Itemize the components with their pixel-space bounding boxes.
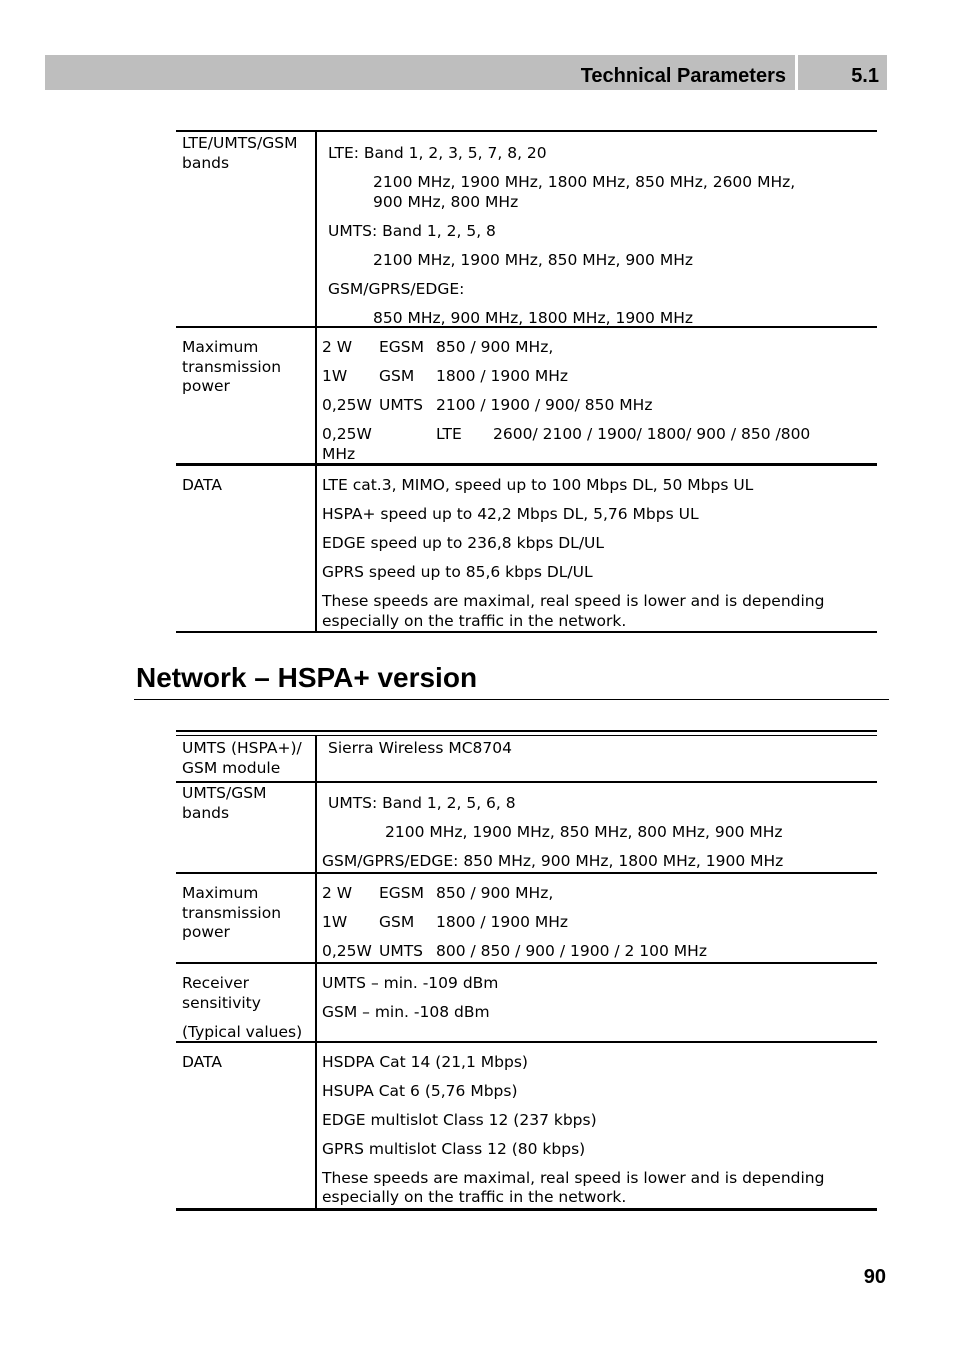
header-divider	[795, 55, 798, 90]
umts-frequencies: 2100 MHz, 1900 MHz, 850 MHz, 900 MHz	[373, 250, 693, 269]
power-tech: GSM	[379, 367, 415, 385]
table-row-sensitivity	[176, 964, 877, 1043]
row-label-data	[176, 466, 317, 631]
label-line: bands	[182, 803, 230, 822]
label-line: (Typical values)	[182, 1022, 303, 1041]
data-line: HSDPA Cat 14 (21,1 Mbps)	[322, 1053, 528, 1071]
data-line: EDGE multislot Class 12 (237 kbps)	[322, 1110, 597, 1129]
module-name: Sierra Wireless MC8704	[328, 739, 513, 757]
label-line: power	[182, 923, 230, 941]
power-content	[317, 328, 877, 463]
power-freq: 850 / 900 MHz,	[436, 884, 554, 902]
row-label-module	[176, 736, 317, 781]
data-line: HSPA+ speed up to 42,2 Mbps DL, 5,76 Mbps UL	[322, 505, 699, 523]
power-tech: EGSM	[379, 338, 425, 356]
table-row-data	[176, 1043, 877, 1211]
header-title: Technical Parameters	[580, 65, 786, 87]
sensitivity-content	[317, 964, 877, 1041]
lte-frequencies: 2100 MHz, 1900 MHz, 1800 MHz, 850 MHz, 2600 MHz,	[373, 173, 796, 191]
label-line: GSM module	[182, 758, 281, 777]
data-content	[317, 466, 877, 631]
power-freq: 800 / 850 / 900 / 1900 / 2 100 MHz	[436, 942, 707, 960]
section-title: Network – HSPA+ version	[136, 662, 478, 693]
power-freq: 2600/ 2100 / 1900/ 1800/ 900 / 850 /800	[493, 425, 811, 443]
gsm-bands: GSM/GPRS/EDGE: 850 MHz, 900 MHz, 1800 MHz, 1900 MHz	[322, 852, 784, 870]
data-line: LTE cat.3, MIMO, speed up to 100 Mbps DL, 50 Mbps UL	[322, 476, 754, 494]
data-note: especially on the traffic in the network.	[322, 1188, 627, 1206]
power-freq: 2100 / 1900 / 900/ 850 MHz	[436, 396, 653, 414]
lte-spec-table	[176, 130, 877, 633]
umts-bands: UMTS: Band 1, 2, 5, 8	[328, 221, 496, 240]
power-tech: LTE	[436, 425, 462, 443]
data-line: HSUPA Cat 6 (5,76 Mbps)	[322, 1081, 518, 1100]
row-label-data	[176, 1043, 317, 1208]
label-line: sensitivity	[182, 993, 261, 1012]
power-freq: 1800 / 1900 MHz	[436, 367, 569, 385]
row-label-power	[176, 874, 317, 962]
lte-bands: LTE: Band 1, 2, 3, 5, 7, 8, 20	[328, 144, 547, 162]
label-line: Maximum	[182, 338, 259, 356]
power-value: 2 W	[322, 338, 353, 356]
power-tech: UMTS	[379, 942, 424, 960]
power-freq: 850 / 900 MHz,	[436, 338, 554, 356]
data-note: These speeds are maximal, real speed is lower and is depending	[322, 592, 825, 610]
label-line: transmission	[182, 357, 282, 376]
gsm-frequencies: 850 MHz, 900 MHz, 1800 MHz, 1900 MHz	[373, 308, 693, 327]
gsm-bands: GSM/GPRS/EDGE:	[328, 279, 465, 298]
power-tech: UMTS	[379, 396, 424, 414]
power-value: 0,25W	[322, 396, 372, 414]
table-row-bands	[176, 783, 877, 874]
label-line: UMTS (HSPA+)/	[182, 739, 302, 757]
label-line: UMTS/GSM	[182, 784, 267, 802]
power-value: 1W	[322, 367, 348, 385]
umts-bands: UMTS: Band 1, 2, 5, 6, 8	[328, 794, 516, 812]
data-note: especially on the traffic in the network.	[322, 611, 627, 630]
power-tech: EGSM	[379, 884, 425, 902]
umts-frequencies: 2100 MHz, 1900 MHz, 850 MHz, 800 MHz, 900 MHz	[385, 823, 783, 841]
data-note: These speeds are maximal, real speed is lower and is depending	[322, 1168, 825, 1187]
power-value: 2 W	[322, 884, 353, 902]
label-line: DATA	[182, 476, 222, 494]
table-row-bands	[176, 132, 877, 328]
module-content	[317, 736, 877, 781]
bands-content	[317, 132, 877, 326]
power-value: 0,25W	[322, 942, 372, 960]
label-line: Maximum	[182, 884, 259, 902]
hspa-spec-table	[176, 730, 877, 1211]
header-section-number: 5.1	[851, 65, 879, 87]
row-label-bands	[176, 132, 317, 326]
label-line: DATA	[182, 1053, 222, 1071]
table-row-data	[176, 466, 877, 633]
power-content	[317, 874, 877, 962]
data-line: EDGE speed up to 236,8 kbps DL/UL	[322, 534, 605, 552]
row-label-bands	[176, 783, 317, 872]
data-line: GPRS multislot Class 12 (80 kbps)	[322, 1139, 586, 1158]
sensitivity-line: UMTS – min. -109 dBm	[322, 974, 499, 992]
power-value: 0,25W	[322, 425, 372, 443]
lte-frequencies: 900 MHz, 800 MHz	[373, 192, 519, 211]
label-line: bands	[182, 153, 230, 172]
label-line: power	[182, 377, 230, 395]
row-label-power	[176, 328, 317, 463]
power-freq: 1800 / 1900 MHz	[436, 913, 569, 931]
table-row-module	[176, 735, 877, 783]
data-line: GPRS speed up to 85,6 kbps DL/UL	[322, 563, 593, 581]
sensitivity-line: GSM – min. -108 dBm	[322, 1003, 490, 1021]
page-number: 90	[863, 1266, 886, 1288]
power-freq-unit: MHz	[322, 444, 356, 463]
power-tech: GSM	[379, 913, 415, 931]
label-line: Receiver	[182, 974, 250, 992]
row-label-sensitivity	[176, 964, 317, 1041]
label-line: transmission	[182, 903, 282, 922]
page-header	[45, 55, 887, 90]
power-value: 1W	[322, 913, 348, 931]
data-content	[317, 1043, 877, 1208]
bands-content	[317, 783, 877, 872]
table-row-power	[176, 874, 877, 964]
label-line: LTE/UMTS/GSM	[182, 134, 298, 152]
table-row-power	[176, 328, 877, 466]
section-rule	[134, 699, 889, 700]
